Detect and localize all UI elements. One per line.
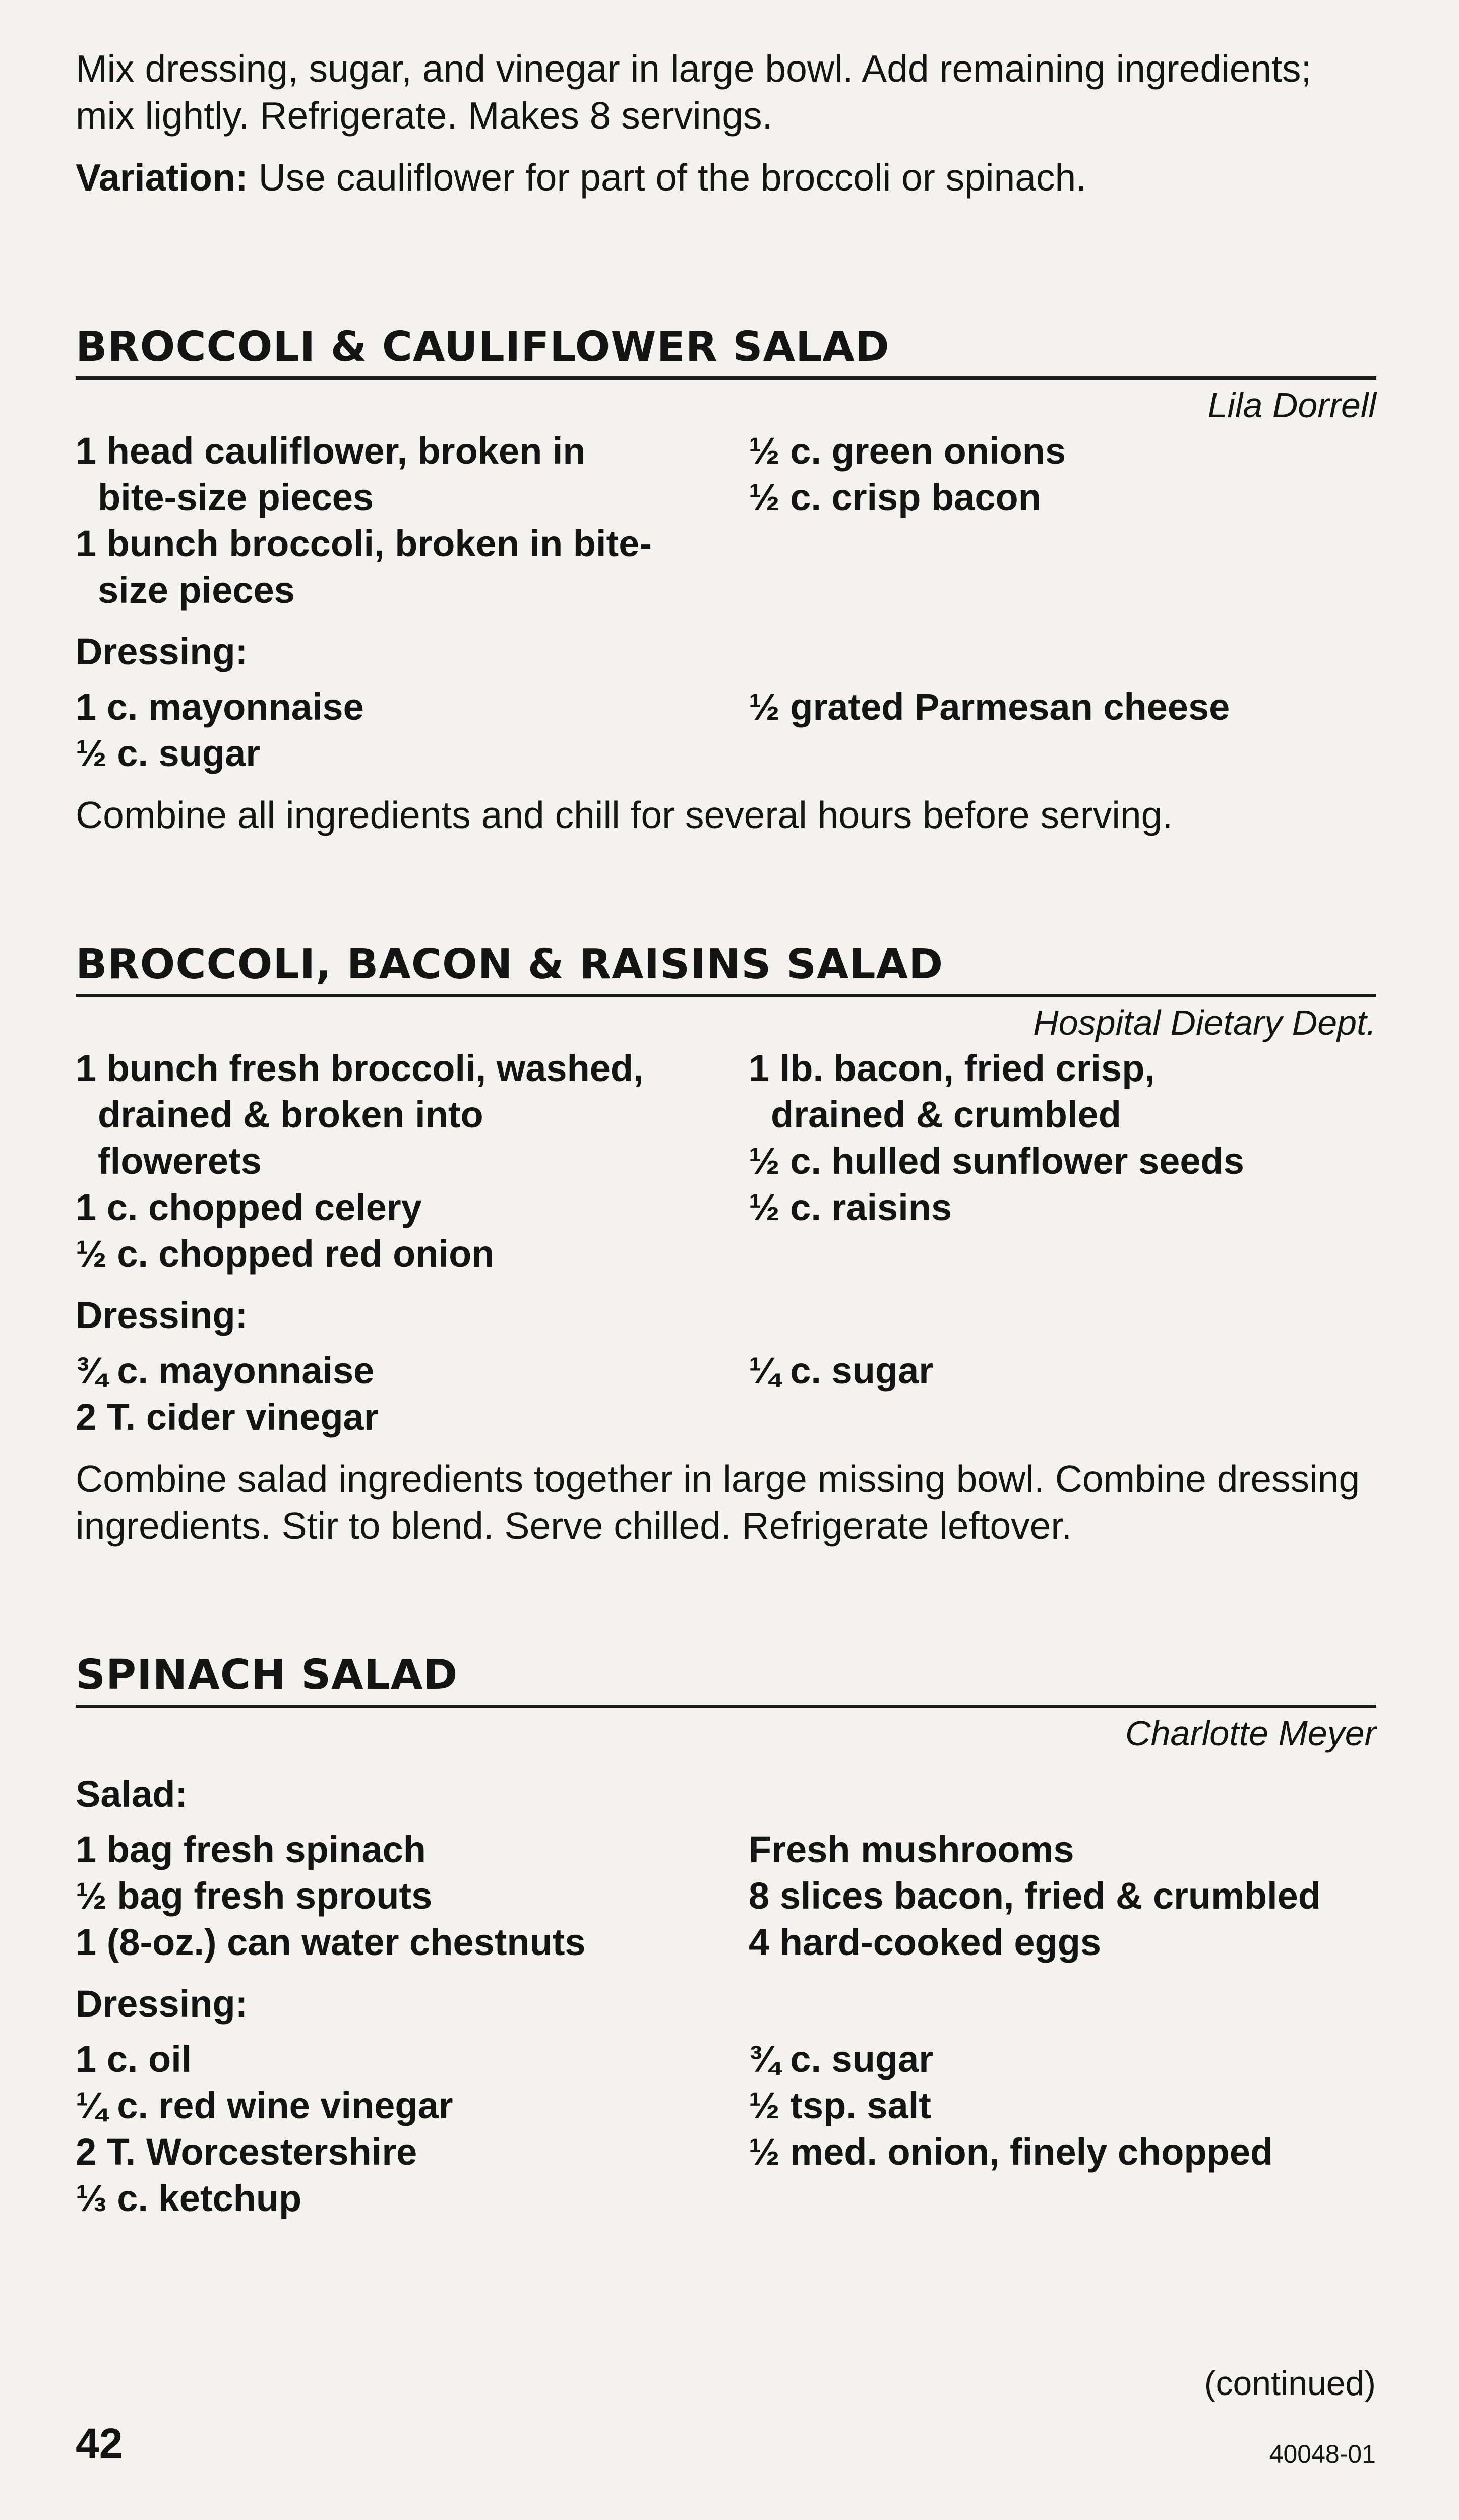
recipe-author: Hospital Dietary Dept.	[1033, 1003, 1376, 1042]
page-number: 42	[76, 2420, 123, 2467]
ingredient: ½ grated Parmesan cheese	[749, 686, 1230, 728]
ingredient: 1 lb. bacon, fried crisp, drained & crumbled	[749, 1047, 1155, 1136]
ingredient: 1 bunch fresh broccoli, washed, drained & broken into flowerets	[76, 1047, 644, 1182]
recipe-broccoli-cauliflower	[76, 322, 1376, 839]
ingredients	[76, 428, 1376, 613]
ingredient: ½ c. hulled sunflower seeds	[749, 1140, 1244, 1182]
ingredient: ¼ c. sugar	[749, 1350, 934, 1392]
ingredient: 2 T. cider vinegar	[76, 1396, 379, 1438]
variation-label: Variation:	[76, 156, 248, 199]
ingredient: ¾ c. sugar	[749, 2038, 934, 2080]
ingredient: ½ c. chopped red onion	[76, 1233, 495, 1275]
ingredient: 1 (8-oz.) can water chestnuts	[76, 1921, 586, 1963]
ingredient: ¾ c. mayonnaise	[76, 1350, 375, 1392]
dressing-ingredients	[76, 2036, 1376, 2222]
recipe-spinach-salad	[76, 1650, 1376, 2222]
ingredient: ½ c. raisins	[749, 1186, 952, 1228]
ingredient: Fresh mushrooms	[749, 1829, 1074, 1870]
recipe-author: Charlotte Meyer	[1125, 1714, 1376, 1753]
catalog-code: 40048-01	[1269, 2440, 1376, 2468]
salad-label: Salad:	[76, 1773, 188, 1815]
recipe-title: BROCCOLI, BACON & RAISINS SALAD	[76, 939, 1376, 997]
continued-note: (continued)	[1204, 2364, 1376, 2403]
ingredient: ½ c. sugar	[76, 732, 261, 774]
intro-text: Mix dressing, sugar, and vinegar in large bowl. Add remaining ingredients; mix lightly. Refrigerate. Makes 8 servings.	[76, 47, 1312, 137]
ingredient: ⅓ c. ketchup	[76, 2177, 302, 2219]
recipe-page	[76, 45, 1376, 2222]
ingredient: ¼ c. red wine vinegar	[76, 2085, 453, 2126]
ingredient: 1 c. mayonnaise	[76, 686, 364, 728]
dressing-label: Dressing:	[76, 1294, 248, 1336]
recipe-author: Lila Dorrell	[1207, 386, 1376, 425]
ingredient: 1 c. chopped celery	[76, 1186, 422, 1228]
dressing-label: Dressing:	[76, 1983, 248, 2025]
ingredient: ½ med. onion, finely chopped	[749, 2131, 1273, 2173]
ingredient: 2 T. Worcestershire	[76, 2131, 417, 2173]
dressing-ingredients	[76, 1348, 1376, 1440]
ingredient: 1 c. oil	[76, 2038, 192, 2080]
recipe-title: BROCCOLI & CAULIFLOWER SALAD	[76, 322, 1376, 380]
recipe-title: SPINACH SALAD	[76, 1650, 1376, 1708]
ingredient: ½ c. crisp bacon	[749, 476, 1041, 518]
recipe-broccoli-bacon-raisins	[76, 939, 1376, 1549]
ingredient: 1 bag fresh spinach	[76, 1829, 426, 1870]
ingredient: ½ bag fresh sprouts	[76, 1875, 433, 1917]
ingredient: ½ tsp. salt	[749, 2085, 931, 2126]
ingredient: 4 hard-cooked eggs	[749, 1921, 1102, 1963]
ingredient: 1 head cauliflower, broken in bite-size pieces	[76, 430, 586, 518]
variation-note	[76, 154, 1376, 201]
directions: Combine salad ingredients together in large missing bowl. Combine dressing ingredients. Stir to blend. Serve chilled. Refrigerate leftover.	[76, 1458, 1360, 1547]
directions: Combine all ingredients and chill for several hours before serving.	[76, 794, 1173, 836]
ingredient: 1 bunch broccoli, broken in bite- size pieces	[76, 523, 652, 611]
ingredients	[76, 1826, 1376, 1966]
ingredient: 8 slices bacon, fried & crumbled	[749, 1875, 1321, 1917]
dressing-label: Dressing:	[76, 631, 248, 672]
variation-text: Use cauliflower for part of the broccoli or spinach.	[248, 156, 1087, 199]
ingredient: ½ c. green onions	[749, 430, 1066, 472]
ingredients	[76, 1045, 1376, 1277]
dressing-ingredients	[76, 684, 1376, 777]
